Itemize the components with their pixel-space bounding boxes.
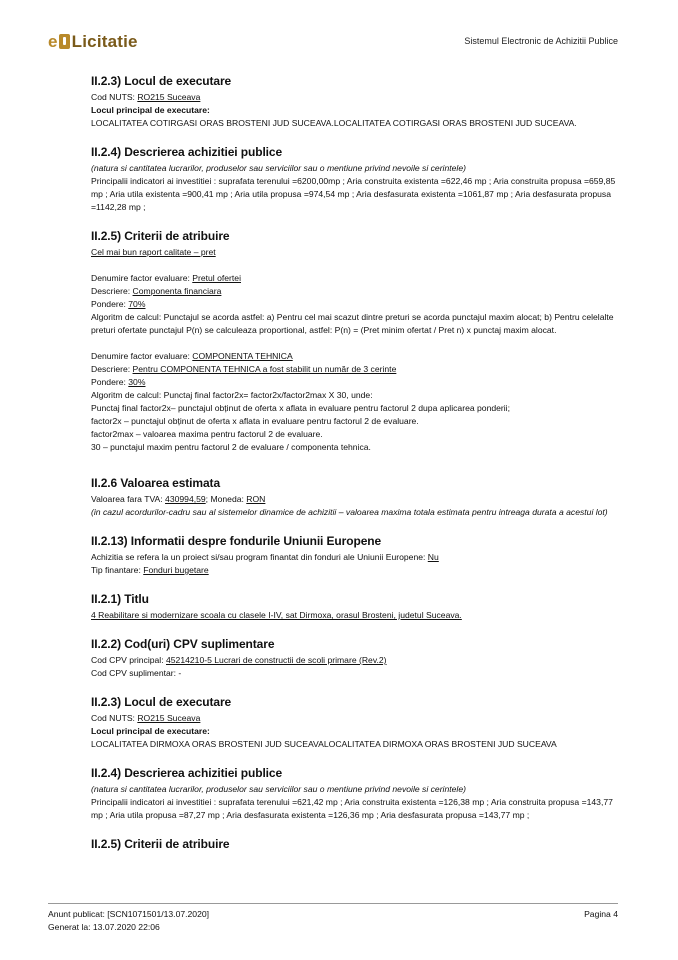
funding-type-value: Fonduri bugetare (143, 565, 209, 575)
eu-funding-line (91, 551, 622, 564)
section-locul-executare-2 (91, 695, 622, 751)
field-label: Pondere: (91, 377, 129, 387)
section-title: II.2.3) Locul de executare (91, 74, 232, 88)
section-criterii-atribuire (91, 229, 622, 454)
section-title: II.2.4) Descrierea achizitiei publice (91, 145, 283, 159)
field-label: Achizitia se refera la un proiect si/sau program finantat din fonduri ale Uniunii Europene: (91, 552, 428, 562)
section-title: II.2.1) Titlu (91, 592, 149, 606)
system-name: Sistemul Electronic de Achizitii Publice (464, 36, 618, 46)
factor1-desc: Componenta financiara (132, 286, 222, 296)
eu-funding-value: Nu (427, 552, 439, 562)
section-cpv (91, 637, 622, 680)
field-label: Denumire factor evaluare: (91, 351, 193, 361)
document-body (91, 74, 622, 866)
indicators-text: Principalii indicatori ai investitiei : suprafata terenului =621,42 mp ; Aria construita existenta =126,38 mp ; Aria construita propusa =143,77 mp ; Aria utila propusa =87,27 mp ; Aria desfasurata existenta =126,36 mp ; Aria desfasurata propusa =143,77 mp ; (91, 797, 613, 820)
section-criterii-atribuire-2 (91, 837, 622, 851)
factor2-algorithm-line: 30 – punctajul maxim pentru factorul 2 de evaluare / componenta tehnica. (91, 442, 371, 452)
main-place-value: LOCALITATEA COTIRGASI ORAS BROSTENI JUD SUCEAVA.LOCALITATEA COTIRGASI ORAS BROSTENI JUD SUCEAVA. (91, 118, 577, 128)
field-label: ; Moneda: (205, 494, 247, 504)
factor2-algorithm-line: factor2max – valoarea maxima pentru factorul 2 de evaluare. (91, 429, 323, 439)
section-locul-executare-1 (91, 74, 622, 130)
factor2-desc-line (91, 363, 622, 376)
estimated-value-line (91, 493, 622, 506)
section-title: II.2.5) Criterii de atribuire (91, 229, 230, 243)
logo-letter-e: e (48, 32, 58, 51)
factor1-name: Pretul ofertei (192, 273, 241, 283)
field-label: Denumire factor evaluare: (91, 273, 193, 283)
main-place-value: LOCALITATEA DIRMOXA ORAS BROSTENI JUD SUCEAVALOCALITATEA DIRMOXA ORAS BROSTENI JUD SUCEAVA (91, 739, 557, 749)
factor1-desc-line (91, 285, 622, 298)
indicators-text: Principalii indicatori ai investitiei : suprafata terenului =6200,00mp ; Aria construita existenta =622,46 mp ; Aria construita propusa =659,85 mp ; Aria utila existenta =900,41 mp ; Aria utila propusa =974,54 mp ; Aria desfasurata existenta =1061,87 mp ; Aria desfasurata propusa =1142,28 mp ; (91, 176, 616, 212)
nuts-line (91, 91, 622, 104)
cpv-supp-line (91, 667, 622, 680)
field-label: Cod CPV principal: (91, 655, 166, 665)
field-label: Descriere: (91, 286, 133, 296)
section-title: II.2.4) Descrierea achizitiei publice (91, 766, 283, 780)
section-note: (in cazul acordurilor-cadru sau al sistemelor dinamice de achizitii – valoarea maxima totala estimata pentru intreaga durata a acestui lot) (91, 507, 608, 517)
factor2-algorithm-line: Algoritm de calcul: Punctaj final factor2x= factor2x/factor2max X 30, unde: (91, 390, 373, 400)
factor2-algorithm-line: factor2x – punctajul obținut de oferta x aflata in evaluare pentru factorul 2 de evaluare. (91, 416, 419, 426)
section-title: II.2.2) Cod(uri) CPV suplimentare (91, 637, 275, 651)
generated-date: Generat la: 13.07.2020 22:06 (48, 922, 160, 932)
factor2-name: COMPONENTA TEHNICA (192, 351, 293, 361)
section-descrierea-2 (91, 766, 622, 822)
section-valoarea-estimata (91, 476, 622, 519)
criterion-value: Cel mai bun raport calitate – pret (91, 247, 216, 257)
logo-wordmark: Licitatie (71, 32, 138, 51)
criterion-line (91, 246, 622, 259)
factor2-weight-line (91, 376, 622, 389)
section-title: II.2.13) Informatii despre fondurile Uniunii Europene (91, 534, 382, 548)
funding-type-line (91, 564, 622, 577)
factor1-algorithm: Algoritm de calcul: Punctajul se acorda astfel: a) Pentru cel mai scazut dintre preturi se acorda punctajul maxim alocat; b) Pentru celelalte preturi ofertate punctajul P(n) se calculeaza proportional, astfel: P(n) = (Pret minim ofertat / Pret n) x punctaj maxim alocat. (91, 312, 614, 335)
field-label: Descriere: (91, 364, 133, 374)
nuts-line (91, 712, 622, 725)
section-descrierea-1 (91, 145, 622, 214)
main-place-label: Locul principal de executare: (91, 726, 210, 736)
section-titlu (91, 592, 622, 622)
factor1-name-line (91, 272, 622, 285)
field-label: Cod NUTS: (91, 92, 138, 102)
section-title: II.2.3) Locul de executare (91, 695, 232, 709)
page-number: Pagina 4 (584, 909, 618, 919)
cpv-supp-value: - (178, 668, 182, 678)
lot-title: 4 Reabilitare si modernizare scoala cu clasele I-IV, sat Dirmoxa, orasul Brosteni, judetul Suceava. (91, 610, 462, 620)
section-note: (natura si cantitatea lucrarilor, produselor sau serviciilor sau o mentiune privind nevoile si cerintele) (91, 784, 466, 794)
currency-value: RON (246, 494, 266, 504)
page-footer (48, 903, 618, 934)
field-label: Valoarea fara TVA: (91, 494, 166, 504)
factor2-name-line (91, 350, 622, 363)
section-title: II.2.5) Criterii de atribuire (91, 837, 230, 851)
factor1-weight: 70% (128, 299, 146, 309)
section-title: II.2.6 Valoarea estimata (91, 476, 221, 490)
factor2-algorithm-line: Punctaj final factor2x– punctajul obținut de oferta x aflata in evaluare pentru factorul 2 dupa aplicarea ponderii; (91, 403, 510, 413)
page-header (48, 32, 618, 54)
field-label: Cod CPV suplimentar: (91, 668, 179, 678)
logo-mark-icon (59, 34, 70, 49)
main-place-label: Locul principal de executare: (91, 105, 210, 115)
factor2-weight: 30% (128, 377, 146, 387)
field-label: Pondere: (91, 299, 129, 309)
factor2-desc: Pentru COMPONENTA TEHNICA a fost stabilit un număr de 3 cerinte (132, 364, 397, 374)
title-line (91, 609, 622, 622)
cpv-main-value: 45214210-5 Lucrari de constructii de scoli primare (Rev.2) (166, 655, 387, 665)
field-label: Tip finantare: (91, 565, 144, 575)
estimated-value: 430994,59 (165, 494, 206, 504)
field-label: Cod NUTS: (91, 713, 138, 723)
factor1-weight-line (91, 298, 622, 311)
elicitatie-logo (48, 32, 138, 52)
section-fonduri-ue (91, 534, 622, 577)
section-note: (natura si cantitatea lucrarilor, produselor sau serviciilor sau o mentiune privind nevoile si cerintele) (91, 163, 466, 173)
nuts-value: RO215 Suceava (137, 713, 201, 723)
published-notice: Anunt publicat: [SCN1071501/13.07.2020] (48, 909, 210, 919)
cpv-main-line (91, 654, 622, 667)
nuts-value: RO215 Suceava (137, 92, 201, 102)
